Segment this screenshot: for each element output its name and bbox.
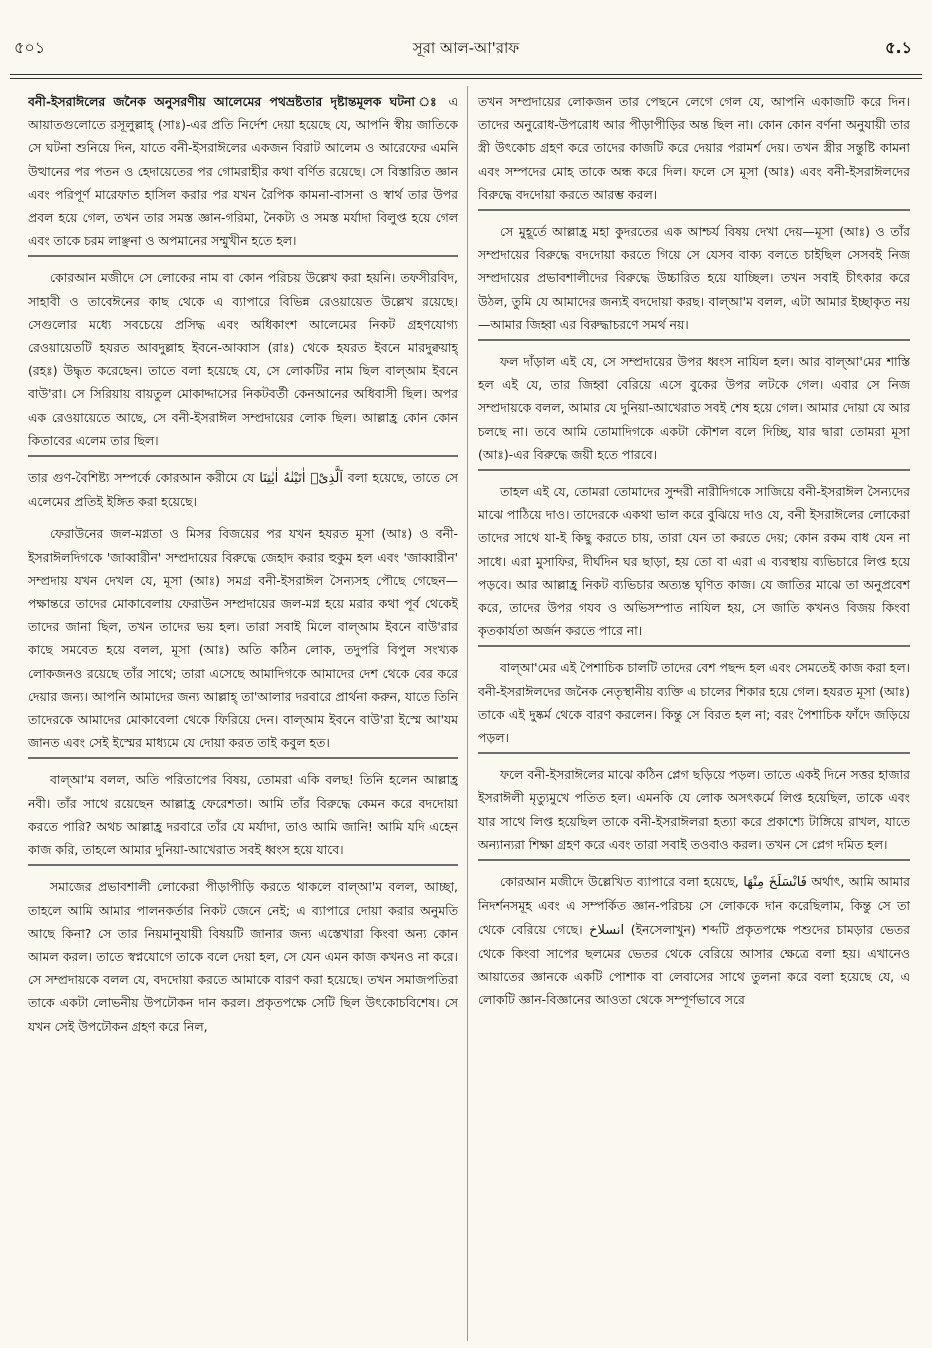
surah-title: সূরা আল-আ'রাফ — [412, 39, 520, 57]
paragraph-1 — [28, 90, 458, 257]
paragraph-2: সে মুহূর্তে আল্লাহ্র মহা কুদরতের এক আশ্চর্য বিষয় দেখা দেয়—মূসা (আঃ) ও তাঁর সম্প্রদায়ের বিরুদ্ধে বদদোয়া করতে গিয়ে সে যেসব বাক্য বলতে চাইছিল সেসবই নিজ সম্প্রদায়ের প্রভাবশালীদের বিরুদ্ধে উচ্চারিত হয়ে যাচ্ছিল। তখন সবাই চীৎকার করে উঠল, তুমি যে আমাদের জন্যই বদদোয়া করছ। বাল্আ'ম বলল, এটা আমার ইচ্ছাকৃত নয়—আমার জিহ্বা এর বিরুদ্ধাচরণে সমর্থ নয়। — [478, 220, 910, 341]
section-heading: বনী-ইসরাঈলের জনৈক অনুসরণীয় আলেমের পথভ্রষ্টতার দৃষ্টান্তমূলক ঘটনা ঃ — [28, 94, 441, 109]
arabic-quote: اَلَّذِیْۤ اٰتَیْنٰهُ اٰیٰتِنَا — [259, 471, 343, 487]
header-rule-thin — [10, 78, 922, 79]
paragraph-text: তার গুণ-বৈশিষ্ট্য সম্পর্কে কোরআন করীমে যে — [28, 470, 255, 486]
left-column — [28, 90, 458, 1338]
paragraph-1: তখন সম্প্রদায়ের লোকজন তার পেছনে লেগে গেল যে, আপনি একাজটি করে দিন। তাদের অনুরোধ-উপরোধ আর পীড়াপীড়ির অন্ত ছিল না। কোন কোন বর্ণনা অনুযায়ী তার স্ত্রী উৎকোচ গ্রহণ করে তাদের কাজটি করে দেয়ার পরামর্শ দেয়। তখন স্ত্রীর সন্তুষ্টি কামনা এবং সম্পদের মোহ তাকে অন্ধ করে দিল। ফলে সে মূসা (আঃ) এবং বনী-ইসরাঈলদের বিরুদ্ধে বদদোয়া করতে আরম্ভ করল। — [478, 90, 910, 211]
header-rule — [10, 74, 922, 75]
paragraph-3 — [28, 466, 458, 513]
column-divider — [467, 86, 468, 1341]
paragraph-7 — [478, 870, 910, 1011]
paragraph-text: কোরআন মজীদে উল্লেখিত ব্যাপারে বলা হয়েছে, — [500, 874, 739, 890]
paragraph-4: তাহল এই যে, তোমরা তোমাদের সুন্দরী নারীদিগকে সাজিয়ে বনী-ইসরাঈল সৈন্যদের মাঝে পাঠিয়ে দাও। তাদেরকে একথা ভাল করে বুঝিয়ে দাও যে, বনী ইসরাঈলের লোকেরা তাদের সাথে যা-ই কিছু করতে চায়, তারা যেন তা করতে দেয়; কোন রকম বাধ যেন না সাধে। এরা মুসাফির, দীর্ঘদিন ঘর ছাড়া, হয় তো বা এরা এ ব্যবস্থায় ব্যভিচারে লিপ্ত হয়ে পড়বে। আর আল্লাহ্র নিকট ব্যভিচার অত্যন্ত ঘৃণিত কাজ। যে জাতির মাঝে তা অনুপ্রবেশ করে, তাদের উপর গযব ও অভিসম্পাত নাযিল হয়, সে জাতি কখনও বিজয় কিংবা কৃতকার্যতা অর্জন করতে পারে না। — [478, 480, 910, 647]
paragraph-text: (ইনসেলাখুন) শব্দটি প্রকৃতপক্ষে পশুদের চামড়ার ভেতর থেকে কিংবা সাপের ছলমের ভেতর থেকে বেরিয়ে আসার ক্ষেত্রে বলা হয়। এখানেও আয়াতের জ্ঞানকে একটি পোশাক বা লেবাসের সাথে তুলনা করে বলা হয়েছে যে, এ লোকটি জ্ঞান-বিজ্ঞানের আওতা থেকে সম্পূর্ণভাবে সরে — [478, 921, 910, 1008]
paragraph-3: ফল দাঁড়াল এই যে, সে সম্প্রদায়ের উপর ধ্বংস নাযিল হল। আর বাল্আ'মের শাস্তি হল এই যে, তার জিহ্বা বেরিয়ে এসে বুকের উপর লটকে গেল। এবার সে নিজ সম্প্রদায়কে বলল, আমার যে দুনিয়া-আখেরাত সবই শেষ হয়ে গেল। আমার দোয়া যে আর চলছে না। তবে আমি তোমাদিগকে একটা কৌশল বলে দিচ্ছি, যার দ্বারা তোমরা মূসা (আঃ)-এর বিরুদ্ধে জয়ী হতে পারবে। — [478, 350, 910, 471]
page-number-bengali: ৫০১ — [14, 38, 46, 57]
paragraph-5: বাল্আ'মের এই পৈশাচিক চালটি তাদের বেশ পছন্দ হল এবং সেমতেই কাজ করা হল। বনী-ইসরাঈলদের জনৈক নেতৃস্থানীয় ব্যক্তি এ চালের শিকার হয়ে গেল। হযরত মূসা (আঃ) তাকে এই দুষ্কর্ম থেকে বারণ করলেন। কিন্তু সে বিরত হল না; বরং পৈশাচিক ফাঁদে জড়িয়ে পড়ল। — [478, 656, 910, 754]
paragraph-6: সমাজের প্রভাবশালী লোকেরা পীড়াপীড়ি করতে থাকলে বাল্আ'ম বলল, আচ্ছা, তাহলে আমি আমার পালনকর্তার নিকট জেনে নেই; এ ব্যাপারে দোয়া করার অনুমতি আছে কিনা? সে তার নিয়মানুযায়ী বিষয়টি জানার জন্য এস্তেখারা কিংবা অন্য কোন আমল করল। তাতে স্বপ্নযোগে তাকে বলে দেয়া হল, সে যেন এমন কাজ কখনও না করে। সে সম্প্রদায়কে বলল যে, বদদোয়া করতে আমাকে বারণ করা হয়েছে। তখন সমাজপতিরা তাকে একটা লোভনীয় উপঢৌকন দান করল। প্রকৃতপক্ষে সেটি ছিল উৎকোচবিশেষ। সে যখন সেই উপঢৌকন গ্রহণ করে নিল, — [28, 879, 458, 1034]
paragraph-text: বলা হয়েছে, তাতে সে এলেমের প্রতিই ইঙ্গিত করা হয়েছে। — [28, 470, 458, 510]
paragraph-4: ফেরাউনের জল-মগ্নতা ও মিসর বিজয়ের পর যখন হযরত মূসা (আঃ) ও বনী-ইসরাঈলদিগকে 'জাব্বারীন' সম্প্রদায়ের বিরুদ্ধে জেহাদ করার হুকুম হল এবং 'জাব্বারীন' সম্প্রদায় যখন দেখল যে, মূসা (আঃ) সমগ্র বনী-ইসরাঈল সৈন্যসহ পৌছে গেছেন—পক্ষান্তরে তাদের মোকাবেলায় ফেরাউন সম্প্রদায়ের জল-মগ্ন হয়ে মরার কথা পূর্ব থেকেই তাদের জানা ছিল, তখন তাদের ভয় হল। তারা সবাই মিলে বাল্আম ইবনে বাউ'রার কাছে সমবেত হয়ে বলল, মূসা (আঃ) অতি কঠিন লোক, তদুপরি বিপুল সংখ্যক লোকজনও রয়েছে তাঁর সাথে; তারা এসেছে আমাদিগকে আমাদের দেশ থেকে বের করে দেয়ার জন্য। আপনি আমাদের জন্য আল্লাহ্ তা'আলার দরবারে প্রার্থনা করুন, যাতে তিনি তাদেরকে আমাদের মোকাবেলা থেকে ফিরিয়ে দেন। বাল্আম ইবনে বাউ'রা ইস্মে আ'যম জানত এবং সেই ইস্মের মাধ্যমে যে দোয়া করত তাই কবুল হত। — [28, 522, 458, 759]
page-number: ৫.১ — [885, 38, 912, 57]
paragraph-text: এ আয়াতগুলোতে রসূলুল্লাহ্ (সাঃ)-এর প্রতি নির্দেশ দেয়া হয়েছে যে, আপনি স্বীয় জাতিকে সে ঘটনা শুনিয়ে দিন, যাতে বনী-ইসরাঈলের একজন বিরাট আলেম ও আরেফের এমনি উত্থানের পর পতন ও হেদায়েতের পর গোমরাহীর কথা বর্ণিত রয়েছে। সে বিস্তারিত জ্ঞান এবং পরিপূর্ণ মারেফাত হাসিল করার পর যখন রৈপিক কামনা-বাসনা ও স্বার্থ তার উপর প্রবল হয়ে গেল, তখন তার সমস্ত জ্ঞান-গরিমা, নৈকট্য ও সমস্ত মর্যাদা বিলুপ্ত হয়ে গেল এবং তাকে চরম লাঞ্ছনা ও অপমানের সম্মুখীন হতে হল। — [28, 94, 458, 249]
paragraph-5: বাল্আ'ম বলল, অতি পরিতাপের বিষয়, তোমরা একি বলছ! তিনি হলেন আল্লাহ্র নবী। তাঁর সাথে রয়েছেন আল্লাহ্র ফেরেশতা। আমি তাঁর বিরুদ্ধে কেমন করে বদদোয়া করতে পারি? অথচ আল্লাহ্র দরবারে তাঁর যে মর্যাদা, তাও আমি জানি! আমি যদি এহেন কাজ করি, তাহলে আমার দুনিয়া-আখেরাত সবই ধ্বংস হয়ে যাবে। — [28, 768, 458, 866]
arabic-word: انسلاخ — [589, 922, 625, 938]
page-header — [0, 0, 932, 80]
paragraph-6: ফলে বনী-ইসরাঈলের মাঝে কঠিন প্লেগ ছড়িয়ে পড়ল। তাতে একই দিনে সত্তর হাজার ইসরাঈলী মৃত্যুমুখে পতিত হল। এমনকি যে লোক অসৎকর্মে লিপ্ত হয়েছিল, তাকে এবং যার সাথে লিপ্ত হয়েছিল তাকে বনী-ইসরাঈলরা হত্যা করে প্রকাশ্যে টাঙ্গিয়ে রাখল, যাতে অন্যান্যরা শিক্ষা গ্রহণ করে এবং তারা সবাই তওবাও করল। তখন সে প্লেগ দমিত হল। — [478, 763, 910, 861]
right-column — [478, 90, 910, 1338]
paragraph-text: অর্থাৎ, আমি আমার নিদর্শনসমূহ এবং এ সম্পর্কিত জ্ঞান-পরিচয় সে লোককে দান করেছিলাম, কিন্তু সে তা থেকে বেরিয়ে গেছে। — [478, 874, 910, 937]
arabic-quote: فَانْسَلَخَ مِنْهَا — [743, 875, 807, 891]
paragraph-2: কোরআন মজীদে সে লোকের নাম বা কোন পরিচয় উল্লেখ করা হয়নি। তফসীরবিদ, সাহাবী ও তাবেঈনের কাছ থেকে এ ব্যাপারে বিভিন্ন রেওয়ায়েত উল্লেখ রয়েছে। সেগুলোর মধ্যে সবচেয়ে প্রসিদ্ধ এবং অধিকাংশ আলেমের নিকট গ্রহণযোগ্য রেওয়ায়েতটি হযরত আবদুল্লাহ ইবনে-আব্বাস (রাঃ) থেকে হযরত ইবনে মারদুক্বয়াহ্ (রহঃ) উদ্ধৃত করেছেন। তাতে বলা হয়েছে যে, সে লোকটির নাম ছিল বাল্আম ইবনে বাউ'রা। সে সিরিয়ায় বায়তুল মোকাদ্দাসের নিকটবর্তী কেনআনের অধিবাসী ছিল। অপর এক রেওয়ায়েতে আছে, সে বনী-ইসরাঈল সম্প্রদায়ের লোক ছিল। আল্লাহ্র কোন কোন কিতাবের এলেম তার ছিল। — [28, 266, 458, 457]
